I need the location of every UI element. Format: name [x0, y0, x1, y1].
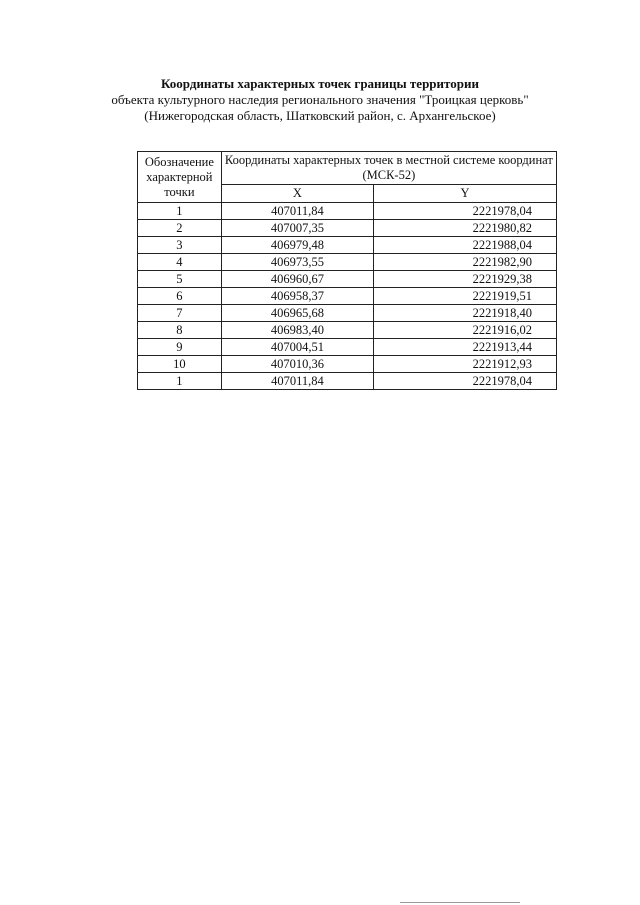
point-cell: 8: [138, 322, 222, 339]
document-subtitle-line-1: объекта культурного наследия регионального значения "Троицкая церковь": [111, 92, 529, 107]
table-row: [138, 288, 557, 305]
point-cell: 5: [138, 271, 222, 288]
x-cell: 406965,68: [221, 305, 373, 322]
x-column-header: X: [221, 185, 373, 203]
y-cell: 2221929,38: [374, 271, 557, 288]
table-body: [138, 203, 557, 390]
point-cell: 4: [138, 254, 222, 271]
point-cell: 3: [138, 237, 222, 254]
table-row: [138, 339, 557, 356]
x-cell: 406973,55: [221, 254, 373, 271]
x-cell: 407010,36: [221, 356, 373, 373]
point-cell: 7: [138, 305, 222, 322]
table-row: [138, 322, 557, 339]
table-row: [138, 220, 557, 237]
y-cell: 2221913,44: [374, 339, 557, 356]
y-cell: 2221988,04: [374, 237, 557, 254]
point-cell: 2: [138, 220, 222, 237]
y-cell: 2221978,04: [374, 373, 557, 390]
coordinates-table: [137, 151, 557, 390]
document-heading: [0, 76, 640, 124]
point-cell: 1: [138, 373, 222, 390]
x-cell: 406958,37: [221, 288, 373, 305]
x-cell: 407011,84: [221, 203, 373, 220]
point-cell: 1: [138, 203, 222, 220]
document-subtitle-line-2: (Нижегородская область, Шатковский район, с. Архангельское): [144, 108, 496, 123]
scan-edge-line: [400, 902, 520, 903]
point-cell: 9: [138, 339, 222, 356]
x-cell: 407004,51: [221, 339, 373, 356]
x-cell: 406983,40: [221, 322, 373, 339]
table-row: [138, 203, 557, 220]
y-cell: 2221919,51: [374, 288, 557, 305]
y-cell: 2221978,04: [374, 203, 557, 220]
y-column-header: Y: [374, 185, 557, 203]
table-row: [138, 356, 557, 373]
table-row: [138, 237, 557, 254]
x-cell: 407011,84: [221, 373, 373, 390]
table-header-row: [138, 152, 557, 185]
y-cell: 2221980,82: [374, 220, 557, 237]
y-cell: 2221918,40: [374, 305, 557, 322]
y-cell: 2221982,90: [374, 254, 557, 271]
x-cell: 406960,67: [221, 271, 373, 288]
table-row: [138, 373, 557, 390]
coordinates-column-header: Координаты характерных точек в местной системе координат (МСК-52): [221, 152, 556, 185]
y-cell: 2221916,02: [374, 322, 557, 339]
x-cell: 407007,35: [221, 220, 373, 237]
table-row: [138, 271, 557, 288]
document-title: Координаты характерных точек границы территории: [161, 76, 479, 91]
table-row: [138, 254, 557, 271]
point-cell: 10: [138, 356, 222, 373]
point-column-header: Обозначение характерной точки: [138, 152, 222, 203]
table-row: [138, 305, 557, 322]
point-cell: 6: [138, 288, 222, 305]
x-cell: 406979,48: [221, 237, 373, 254]
y-cell: 2221912,93: [374, 356, 557, 373]
